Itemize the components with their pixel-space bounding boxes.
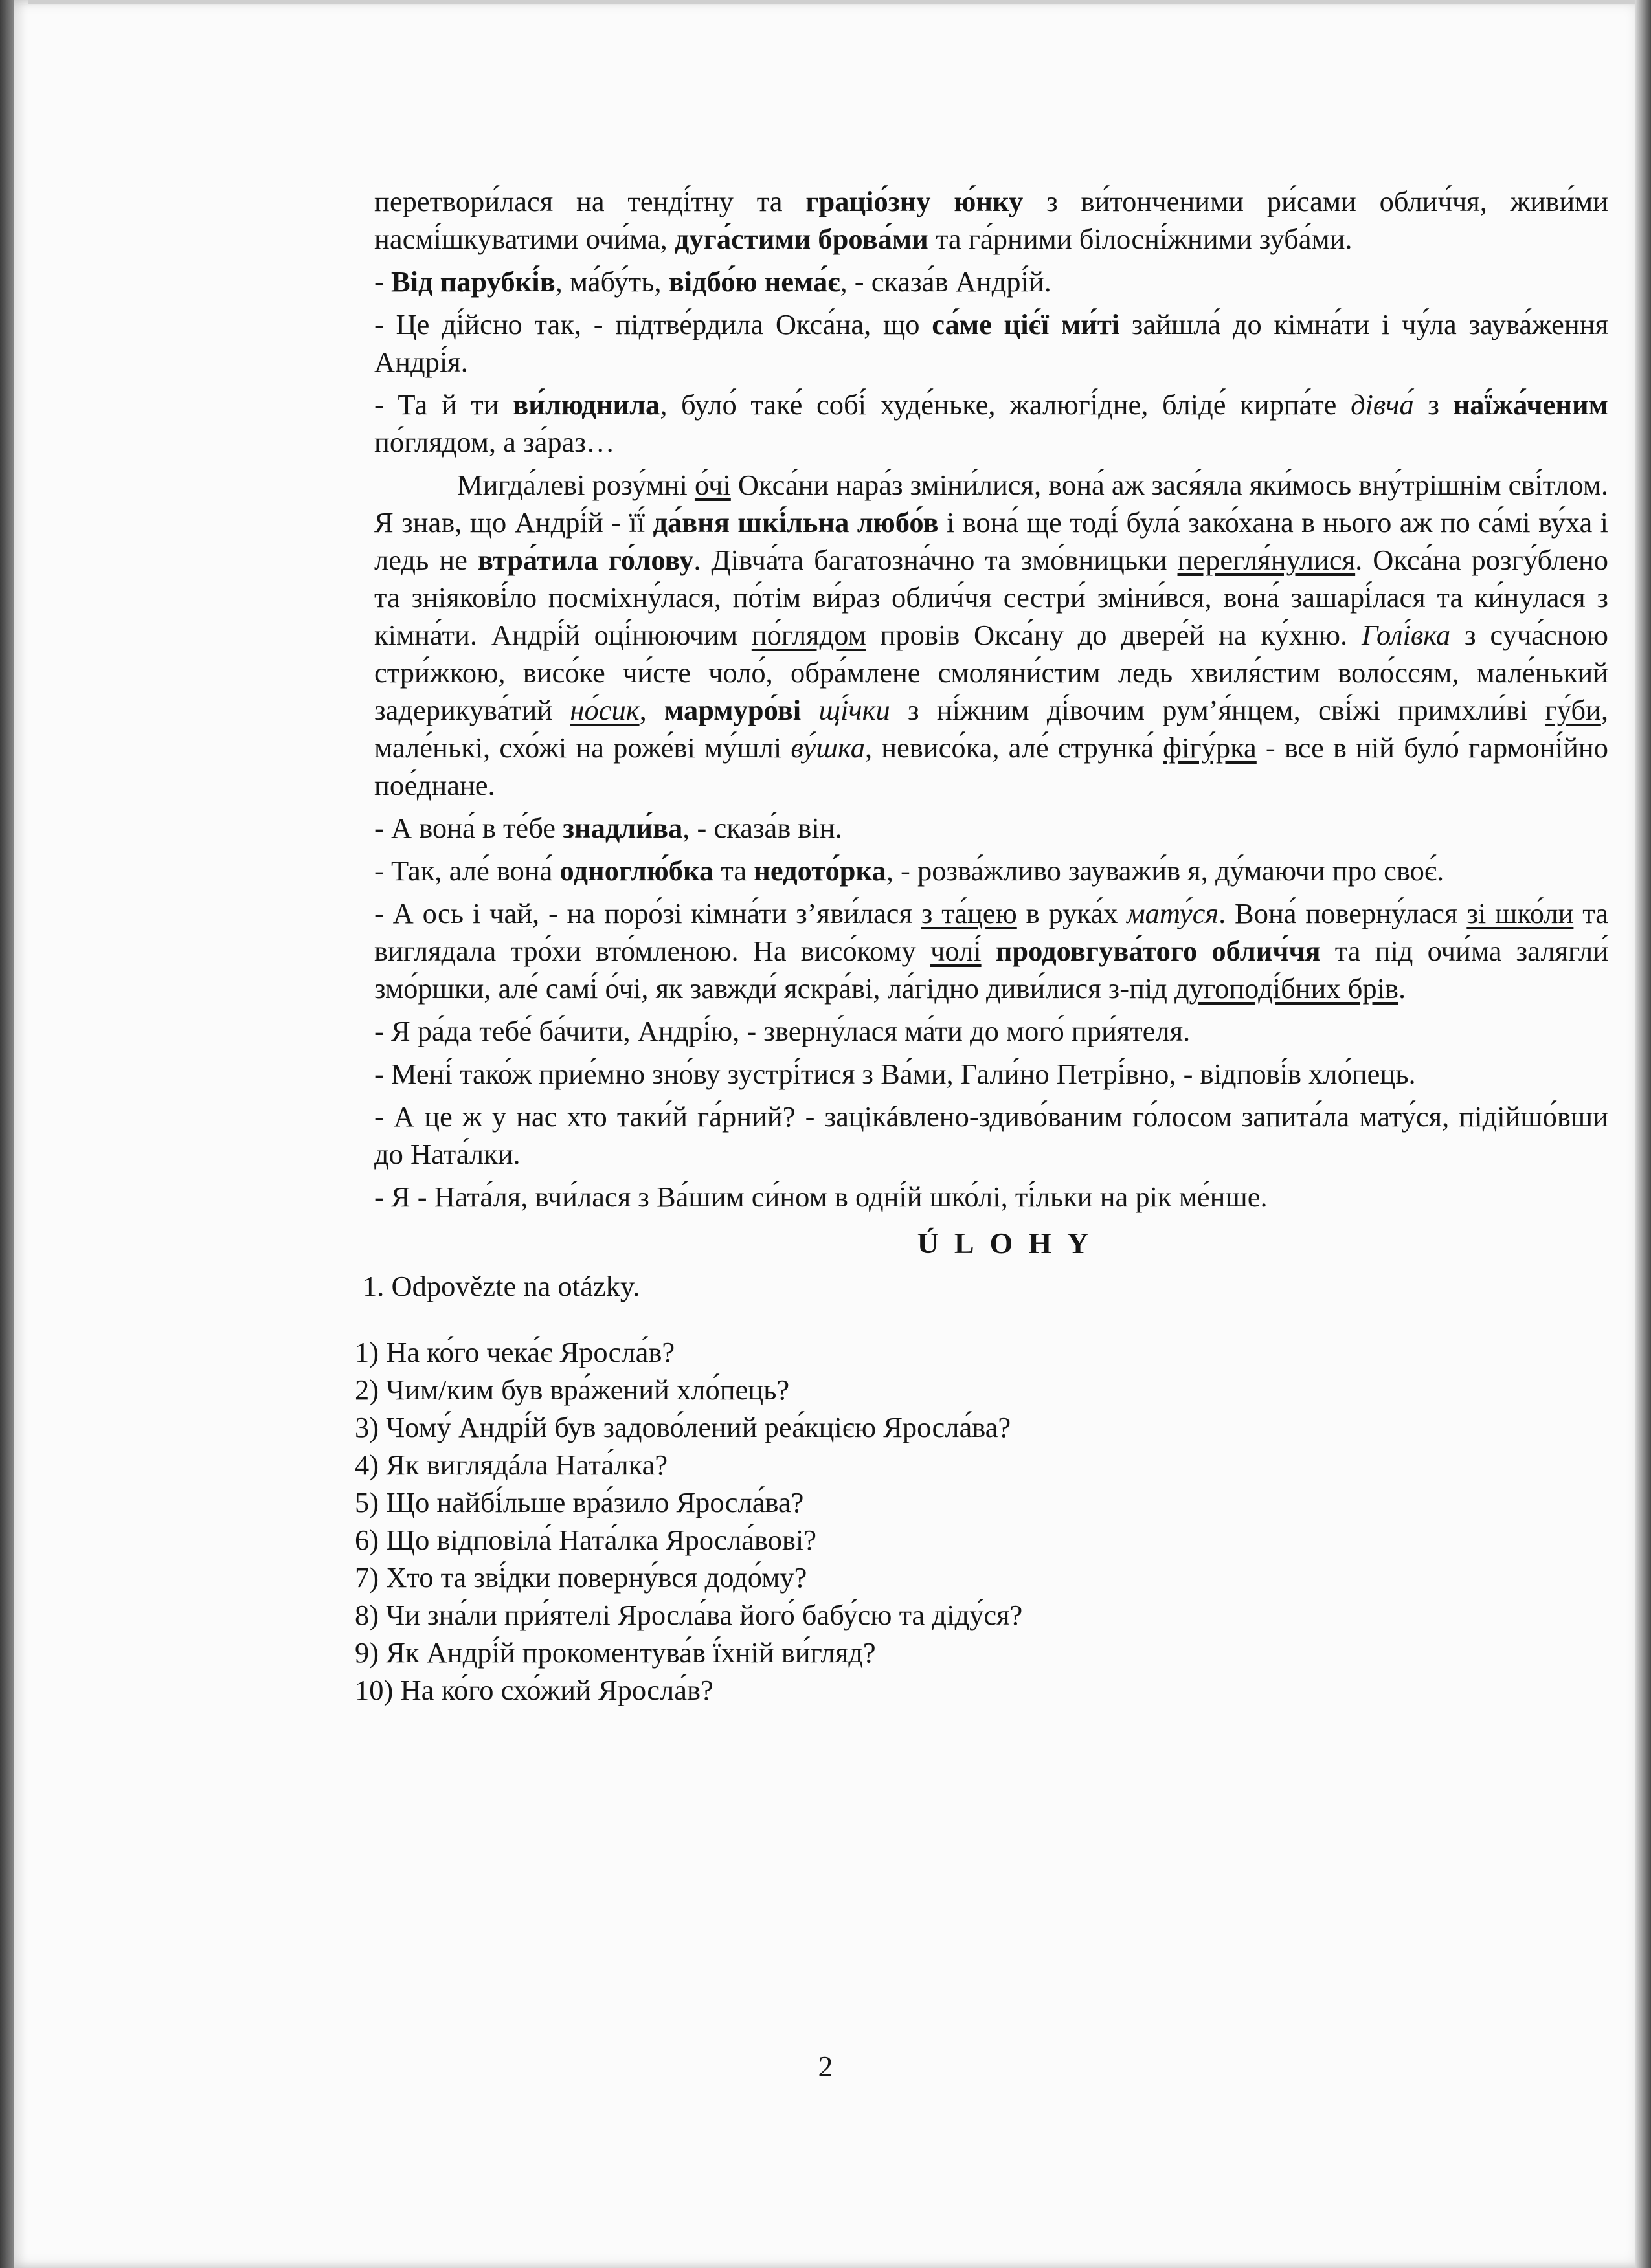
bold-phrase: відбо́ю нема́є bbox=[668, 265, 840, 298]
text-run: , bbox=[639, 694, 664, 726]
paragraph bbox=[374, 386, 1608, 461]
text-run: з bbox=[1413, 388, 1454, 421]
text-run: - А вона́ в те́бе bbox=[374, 812, 563, 844]
bold-phrase: да́вня шкі́льна любо́в bbox=[653, 506, 939, 539]
text-run: , ма́бу́ть, bbox=[555, 265, 669, 298]
text-run: . Окса́на розгу́блено та зніякові́ло посміхну́лася, по́тім ви́раз облич́чя сестри́ зміни́вся, вона́ зашарі́лася та ки́нулася з кімна́ти. Андрі́й оці́нюючим bbox=[374, 544, 1609, 651]
paragraph bbox=[374, 1012, 1608, 1050]
task-heading: 1. Odpovězte na otázky. bbox=[363, 1270, 640, 1302]
text-run: - Я ра́да тебе́ ба́чити, Андрі́ю, - зверну́лася ма́ти до мого́ при́ятеля. bbox=[374, 1015, 1191, 1047]
italic-word: дівча́ bbox=[1351, 388, 1414, 421]
text-run: , - сказа́в Андрі́й. bbox=[840, 265, 1051, 298]
question-item: 7) Хто та зві́дки поверну́вся додо́му? bbox=[355, 1561, 807, 1594]
paragraph bbox=[374, 1055, 1608, 1093]
italic-word: ву́шка bbox=[791, 731, 865, 764]
question-item: 5) Що найбі́льше вра́зило Яросла́ва? bbox=[355, 1486, 804, 1518]
text-run: з суча́сною стри́жкою, висо́ке чи́сте чоло́, обра́млене смоляни́стим ледь хвиля́стим воло́ссям, мале́нький задерикува́тий bbox=[374, 619, 1608, 726]
questions-list bbox=[355, 1333, 1608, 1709]
underlined-word: фігу́рка bbox=[1163, 731, 1257, 764]
bold-phrase: втра́тила го́лову bbox=[477, 544, 694, 576]
question-item: 6) Що відповіла́ Ната́лка Яросла́вові? bbox=[355, 1524, 816, 1556]
bold-phrase: дуга́стими брова́ми bbox=[674, 223, 928, 255]
bold-phrase: знадли́ва bbox=[563, 812, 683, 844]
bold-phrase: продовгува́того облич́чя bbox=[995, 935, 1321, 967]
underlined-word: гу́би bbox=[1545, 694, 1601, 726]
paragraph bbox=[374, 852, 1608, 889]
text-run: - Я - Ната́ля, вчи́лася з Ва́шим си́ном в одні́й шко́лі, ті́льки на рік ме́нше. bbox=[374, 1181, 1268, 1213]
italic-word: Голі́вка bbox=[1361, 619, 1451, 651]
scan-right-edge bbox=[1635, 0, 1651, 2268]
paragraph bbox=[374, 895, 1608, 1007]
text-run: - bbox=[374, 265, 391, 298]
text-run: та bbox=[713, 854, 754, 887]
underlined-word: о́чі bbox=[694, 469, 731, 501]
bold-phrase: недото́рка bbox=[754, 854, 886, 887]
bold-phrase: граціо́зну ю́нку bbox=[805, 185, 1024, 217]
bold-phrase: мармуро́ві bbox=[664, 694, 802, 726]
bold-phrase: са́ме ціє́ї ми́ті bbox=[932, 308, 1120, 340]
question-item: 10) На ко́го схо́жий Яросла́в? bbox=[355, 1674, 713, 1706]
text-run: . Дівча́та багатозна́чно та змо́вницьки bbox=[693, 544, 1178, 576]
question-item: 4) Як виглядáла Ната́лка? bbox=[355, 1449, 668, 1481]
text-run: Окса́ни нара́з зміни́лися, вона́ аж зася́яла яки́мось вну́трішнім сві́тлом. Я знав, що Андрі́й - її́ bbox=[374, 469, 1608, 539]
bold-phrase: Від парубкі́в bbox=[390, 265, 556, 298]
text-run: - Мені́ тако́ж прие́мно зно́ву зустрі́тися з Ва́ми, Гали́но Петрі́вно, - відпові́в хло́пець. bbox=[374, 1058, 1416, 1090]
text-run: та виглядала тро́хи вто́мленою. На висо́кому bbox=[374, 897, 1608, 967]
text-run: , - сказа́в він. bbox=[682, 812, 842, 844]
underlined-word: по́глядом bbox=[751, 619, 866, 651]
text-run: і вона́ ще тоді́ була́ зако́хана в нього аж по са́мі ву́ха і ледь не bbox=[374, 506, 1609, 576]
text-run: - Це ді́йсно так, - підтве́рдила Окса́на, що bbox=[374, 308, 932, 340]
text-run: з ні́жним ді́вочим рум’я́нцем, сві́жі примхли́ві bbox=[890, 694, 1545, 726]
text-run: , мале́нькі, схо́жі на роже́ві му́шлі bbox=[374, 694, 1608, 764]
section-title: ÚLOHY bbox=[917, 1227, 1105, 1260]
text-run: та під очи́ма залягли́ змо́ршки, але́ самі́ о́чі, як завжди́ яскра́ві, ла́гідно диви́лися з-під bbox=[374, 935, 1609, 1005]
question-item: 1) На ко́го чека́є Яросла́в? bbox=[355, 1336, 675, 1368]
question-item: 9) Як Андрі́й прокоментува́в ї́хній ви́гляд? bbox=[355, 1636, 876, 1669]
text-run: в рука́х bbox=[1016, 897, 1127, 929]
text-run: - Та й ти bbox=[374, 388, 513, 421]
text-run: та га́рними білосні́жними зуба́ми. bbox=[928, 223, 1353, 255]
bold-phrase: одноглю́бка bbox=[559, 854, 714, 887]
text-run: - Так, але́ вона́ bbox=[374, 854, 560, 887]
paragraph bbox=[374, 466, 1608, 804]
paragraph bbox=[374, 183, 1608, 258]
text-run: , було́ таке́ собі́ худе́ньке, жалюгі́дне, бліде́ кирпа́те bbox=[660, 388, 1351, 421]
scan-top-edge bbox=[28, 0, 1651, 4]
text-run: - А ось і чай, - на поро́зі кімна́ти з’яви́лася bbox=[374, 897, 921, 929]
italic-word: мату́ся bbox=[1127, 897, 1219, 929]
text-run: , невисо́ка, але́ струнка́ bbox=[864, 731, 1163, 764]
text-body bbox=[355, 183, 1609, 1709]
underlined-word: но́сик bbox=[570, 694, 640, 726]
question-item: 3) Чому́ Андрі́й був задово́лений реа́кцією Яросла́ва? bbox=[355, 1411, 1011, 1443]
paragraph bbox=[374, 263, 1608, 300]
italic-word: щі́чки bbox=[818, 694, 890, 726]
text-run bbox=[982, 935, 996, 967]
page-number: 2 bbox=[818, 2050, 833, 2083]
text-run: зайшла́ до кімна́ти і чу́ла заува́ження Андрі́я. bbox=[374, 308, 1608, 378]
text-run: по́глядом, а за́раз… bbox=[374, 426, 615, 458]
question-item: 8) Чи зна́ли при́ятелі Яросла́ва його́ бабу́сю та діду́ся? bbox=[355, 1599, 1023, 1631]
paragraph bbox=[374, 1178, 1608, 1216]
text-run bbox=[801, 694, 818, 726]
paragraph bbox=[374, 809, 1608, 847]
text-run: . Вона́ поверну́лася bbox=[1219, 897, 1467, 929]
text-run: - А це ж у нас хто таки́й га́рний? - зацікáвлено-здиво́ваним го́лосом запита́ла мату́ся, підійшо́вши до Ната́лки. bbox=[374, 1100, 1608, 1170]
paragraph bbox=[374, 306, 1608, 381]
bold-phrase: ви́люднила bbox=[513, 388, 660, 421]
text-run: Мигда́леві розу́мні bbox=[457, 469, 695, 501]
scan-left-edge bbox=[0, 0, 14, 2268]
underlined-word: з та́цею bbox=[921, 897, 1017, 929]
underlined-word: дугоподі́бних брів bbox=[1174, 972, 1399, 1005]
bold-phrase: наї́жа́ченим bbox=[1453, 388, 1608, 421]
underlined-word: чолі́ bbox=[930, 935, 982, 967]
question-item: 2) Чим/ким був вра́жений хло́пець? bbox=[355, 1373, 790, 1406]
text-run: - все в ній було́ гармоні́йно пое́днане. bbox=[374, 731, 1608, 801]
text-run: провів Окса́ну до двере́й на ку́хню. bbox=[866, 619, 1362, 651]
text-run: перетвори́лася на тенді́тну та bbox=[374, 185, 806, 217]
underlined-word: перегля́нулися bbox=[1177, 544, 1356, 576]
text-run: , - розва́жливо зауважи́в я, ду́маючи про своє́. bbox=[886, 854, 1444, 887]
text-run: . bbox=[1398, 972, 1406, 1005]
paragraph bbox=[374, 1098, 1608, 1173]
underlined-word: зі шко́ли bbox=[1466, 897, 1574, 929]
text-run: з ви́тонченими ри́сами облич́чя, живи́ми насмі́шкуватими очи́ма, bbox=[374, 185, 1608, 255]
